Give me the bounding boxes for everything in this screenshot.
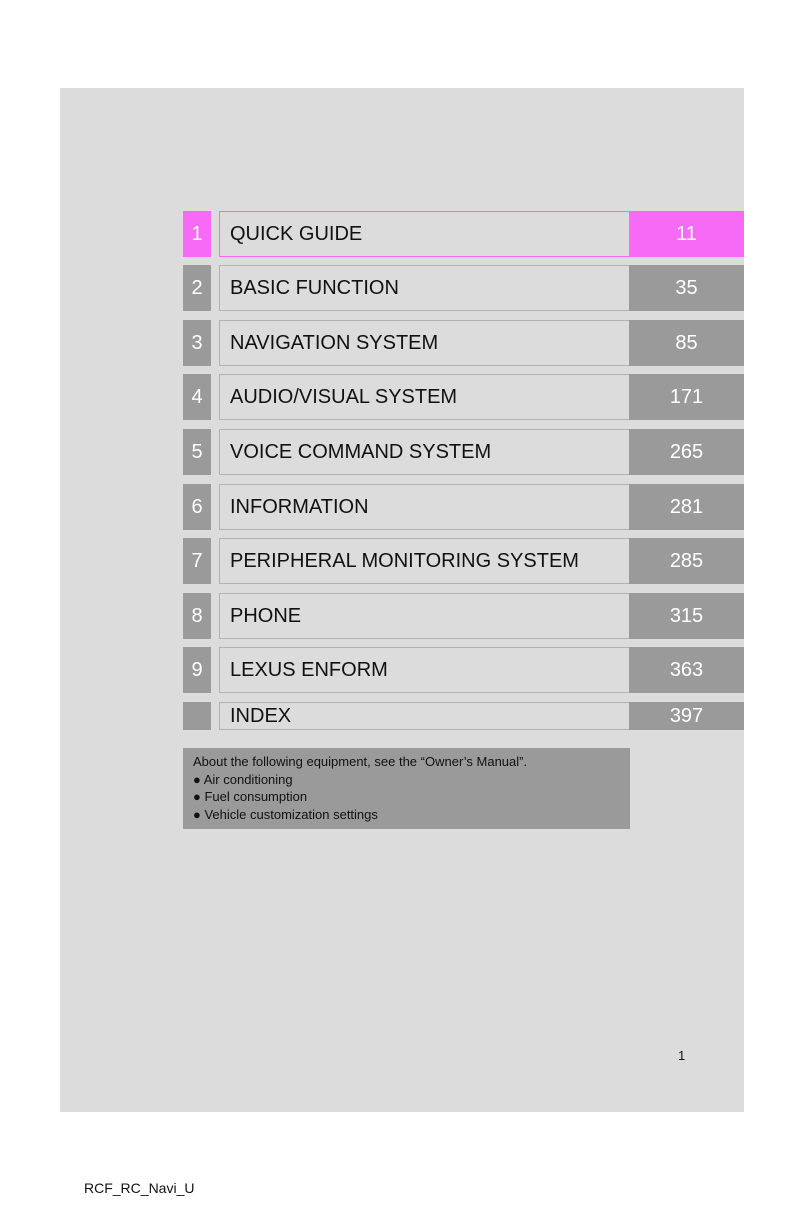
chapter-page: 363 [629, 647, 744, 693]
toc-item-index[interactable] [183, 702, 744, 730]
chapter-number: 1 [183, 211, 211, 257]
note-bullet: ● Air conditioning [193, 771, 293, 787]
chapter-title: LEXUS ENFORM [219, 647, 640, 693]
page-number: 1 [678, 1048, 686, 1063]
toc-item-audio-visual-system[interactable] [183, 374, 744, 420]
chapter-page: 265 [629, 429, 744, 475]
chapter-page: 281 [629, 484, 744, 530]
chapter-page: 11 [629, 211, 744, 257]
chapter-title: VOICE COMMAND SYSTEM [219, 429, 640, 475]
footer-code: RCF_RC_Navi_U [84, 1180, 195, 1196]
chapter-number: 4 [183, 374, 211, 420]
chapter-title: PHONE [219, 593, 640, 639]
toc-item-phone[interactable] [183, 593, 744, 639]
chapter-title: NAVIGATION SYSTEM [219, 320, 640, 366]
toc-item-lexus-enform[interactable] [183, 647, 744, 693]
toc-item-navigation-system[interactable] [183, 320, 744, 366]
chapter-number: 5 [183, 429, 211, 475]
chapter-title: QUICK GUIDE [219, 211, 640, 257]
chapter-page: 35 [629, 265, 744, 311]
chapter-title: BASIC FUNCTION [219, 265, 640, 311]
note-bullet: ● Fuel consumption [193, 789, 308, 804]
chapter-page: 315 [629, 593, 744, 639]
toc-item-voice-command-system[interactable] [183, 429, 744, 475]
chapter-title: INFORMATION [219, 484, 640, 530]
note-bullet: ● Vehicle customization settings [193, 806, 378, 822]
chapter-number: 2 [183, 265, 211, 311]
toc-item-peripheral-monitoring-system[interactable] [183, 538, 744, 584]
chapter-title: INDEX [219, 702, 640, 730]
chapter-number: 8 [183, 593, 211, 639]
toc-item-quick-guide[interactable] [183, 211, 744, 257]
toc-item-information[interactable] [183, 484, 744, 530]
chapter-number: 9 [183, 647, 211, 693]
chapter-page: 285 [629, 538, 744, 584]
toc-item-basic-function[interactable] [183, 265, 744, 311]
chapter-number [183, 702, 211, 730]
chapter-title: PERIPHERAL MONITORING SYSTEM [219, 538, 640, 584]
chapter-number: 7 [183, 538, 211, 584]
chapter-page: 171 [629, 374, 744, 420]
chapter-number: 3 [183, 320, 211, 366]
chapter-title: AUDIO/VISUAL SYSTEM [219, 374, 640, 420]
note-intro: About the following equipment, see the “Owner’s Manual”. [193, 754, 528, 769]
equipment-note [183, 748, 630, 829]
chapter-number: 6 [183, 484, 211, 530]
chapter-page: 397 [629, 702, 744, 730]
chapter-page: 85 [629, 320, 744, 366]
